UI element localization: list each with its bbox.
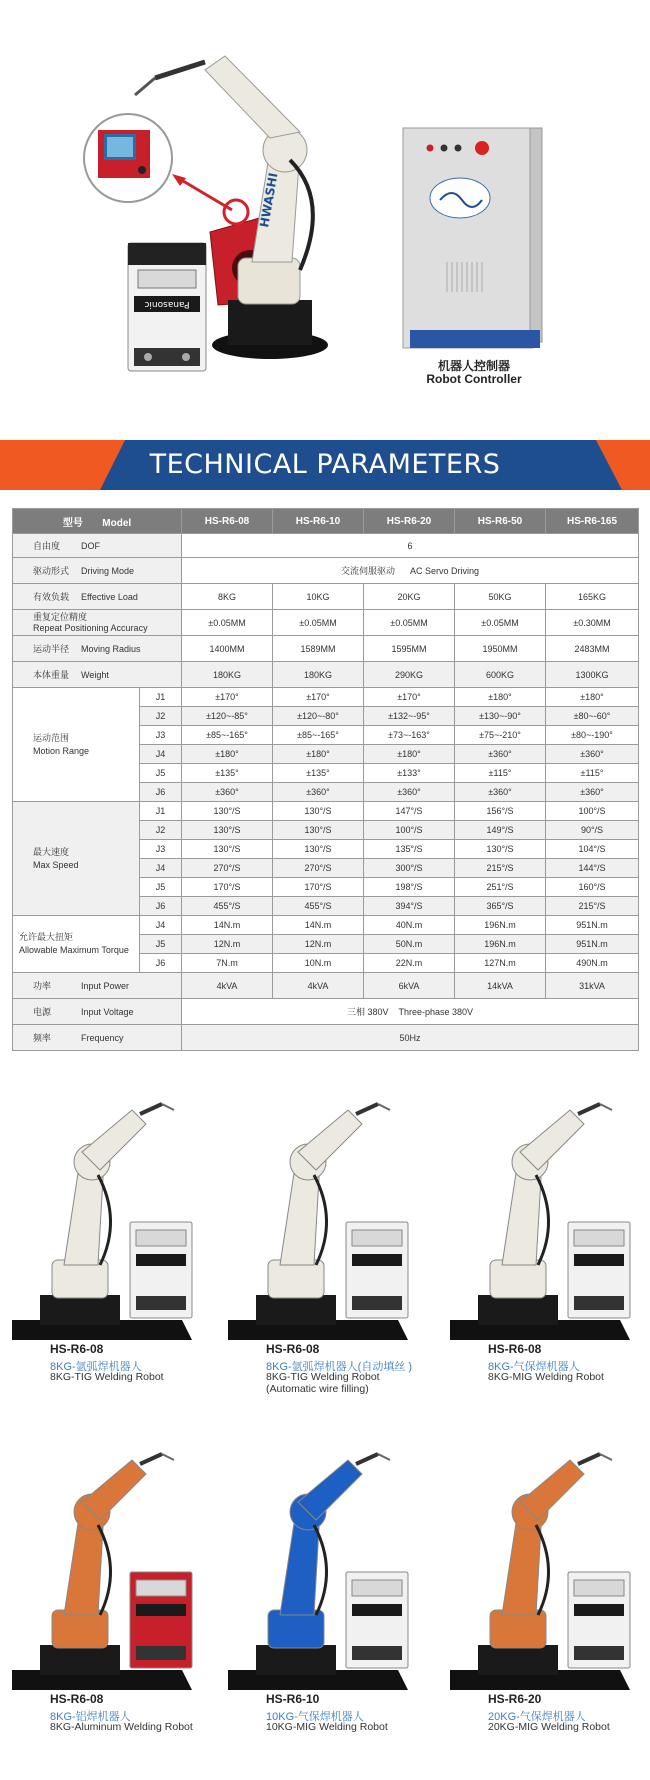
table-cell: 180KG xyxy=(273,662,364,688)
product-name-en-note: (Automatic wire filling) xyxy=(266,1383,369,1395)
table-cell: 455°/S xyxy=(273,897,364,916)
banner-title: TECHNICAL PARAMETERS xyxy=(149,449,501,480)
motion-range-label: 运动范围 Motion Range xyxy=(13,688,140,802)
table-cell: ±170° xyxy=(182,688,273,707)
product-card xyxy=(12,1090,212,1390)
row-label: 运动半径 Moving Radius xyxy=(13,636,182,662)
table-cell: ±85~-165° xyxy=(273,726,364,745)
table-cell: 455°/S xyxy=(182,897,273,916)
dof-value: 6 xyxy=(182,534,639,558)
product-name-en: 8KG-TIG Welding Robot xyxy=(50,1371,164,1383)
technical-parameters-banner xyxy=(0,440,650,490)
table-cell: 600KG xyxy=(455,662,546,688)
table-cell: 1300KG xyxy=(546,662,639,688)
product-model: HS-R6-10 xyxy=(266,1692,320,1706)
product-card xyxy=(450,1440,650,1740)
robot-controller-cabinet-icon xyxy=(403,128,542,348)
table-cell: 130°/S xyxy=(273,840,364,859)
table-row-dof xyxy=(13,534,639,558)
table-row-torque-j4 xyxy=(13,916,639,935)
table-row-driving-mode xyxy=(13,558,639,584)
controller-caption-cn: 机器人控制器 xyxy=(437,359,510,373)
table-cell: ±360° xyxy=(546,783,639,802)
table-cell: 14N.m xyxy=(182,916,273,935)
header-model-2: HS-R6-10 xyxy=(273,509,364,534)
product-card xyxy=(228,1090,428,1395)
table-cell: 300°/S xyxy=(364,859,455,878)
product-model: HS-R6-08 xyxy=(50,1342,104,1356)
joint-label: J6 xyxy=(140,897,182,916)
product-name-cn: 20KG-气保焊机器人 xyxy=(488,1711,586,1723)
joint-label: J6 xyxy=(140,783,182,802)
table-cell: 130°/S xyxy=(182,840,273,859)
table-cell: ±130~-90° xyxy=(455,707,546,726)
row-label: 电源 Input Voltage xyxy=(13,999,182,1025)
product-card xyxy=(12,1440,212,1740)
product-card xyxy=(228,1440,428,1740)
table-cell: 100°/S xyxy=(546,802,639,821)
table-cell: 215°/S xyxy=(455,859,546,878)
row-label: 有效负载 Effective Load xyxy=(13,584,182,610)
joint-label: J1 xyxy=(140,802,182,821)
table-cell: ±75~-210° xyxy=(455,726,546,745)
header-model-3: HS-R6-20 xyxy=(364,509,455,534)
table-cell: ±85~-165° xyxy=(182,726,273,745)
product-name-cn: 8KG-铝焊机器人 xyxy=(50,1711,131,1723)
table-cell: 100°/S xyxy=(364,821,455,840)
table-cell: 394°/S xyxy=(364,897,455,916)
table-cell: ±360° xyxy=(455,745,546,764)
table-cell: 12N.m xyxy=(273,935,364,954)
table-cell: 8KG xyxy=(182,584,273,610)
table-cell: 180KG xyxy=(182,662,273,688)
row-label: 频率 Frequency xyxy=(13,1025,182,1051)
table-cell: ±80~-190° xyxy=(546,726,639,745)
table-cell: 14kVA xyxy=(455,973,546,999)
table-row-frequency xyxy=(13,1025,639,1051)
table-cell: 14N.m xyxy=(273,916,364,935)
table-cell: 4kVA xyxy=(182,973,273,999)
table-cell: 7N.m xyxy=(182,954,273,973)
table-row-input-voltage xyxy=(13,999,639,1025)
table-cell: 951N.m xyxy=(546,916,639,935)
table-cell: ±0.05MM xyxy=(364,610,455,636)
table-cell: 149°/S xyxy=(455,821,546,840)
table-cell: 160°/S xyxy=(546,878,639,897)
table-cell: ±115° xyxy=(546,764,639,783)
technical-parameters-table xyxy=(12,508,639,1051)
table-cell: 90°/S xyxy=(546,821,639,840)
product-model: HS-R6-08 xyxy=(488,1342,542,1356)
table-cell: 270°/S xyxy=(182,859,273,878)
table-cell: ±360° xyxy=(182,783,273,802)
row-label: 驱动形式 Driving Mode xyxy=(13,558,182,584)
joint-label: J2 xyxy=(140,707,182,726)
table-row-moving-radius xyxy=(13,636,639,662)
table-cell: ±180° xyxy=(546,688,639,707)
table-cell: 50N.m xyxy=(364,935,455,954)
table-cell: ±115° xyxy=(455,764,546,783)
table-cell: ±133° xyxy=(364,764,455,783)
table-cell: ±170° xyxy=(364,688,455,707)
table-cell: ±360° xyxy=(546,745,639,764)
joint-label: J5 xyxy=(140,878,182,897)
table-cell: ±73~-163° xyxy=(364,726,455,745)
joint-label: J4 xyxy=(140,745,182,764)
hero-illustration xyxy=(0,0,650,430)
table-cell: ±0.05MM xyxy=(273,610,364,636)
table-cell: 951N.m xyxy=(546,935,639,954)
product-name-cn: 8KG-气保焊机器人 xyxy=(488,1361,580,1373)
table-cell: 104°/S xyxy=(546,840,639,859)
table-cell: 130°/S xyxy=(182,802,273,821)
table-cell: ±135° xyxy=(273,764,364,783)
table-cell: 10KG xyxy=(273,584,364,610)
joint-label: J4 xyxy=(140,859,182,878)
joint-label: J4 xyxy=(140,916,182,935)
product-name-en: 20KG-MIG Welding Robot xyxy=(488,1721,610,1733)
table-cell: 144°/S xyxy=(546,859,639,878)
table-cell: ±132~-95° xyxy=(364,707,455,726)
table-cell: 130°/S xyxy=(182,821,273,840)
product-name-cn: 10KG-气保焊机器人 xyxy=(266,1711,364,1723)
table-cell: ±80~-60° xyxy=(546,707,639,726)
table-cell: 1589MM xyxy=(273,636,364,662)
joint-label: J1 xyxy=(140,688,182,707)
joint-label: J5 xyxy=(140,935,182,954)
table-cell: ±135° xyxy=(182,764,273,783)
welding-robot-icon xyxy=(450,1440,650,1690)
table-cell: 130°/S xyxy=(455,840,546,859)
header-model-1: HS-R6-08 xyxy=(182,509,273,534)
welder-brand-text: Panasonic xyxy=(144,299,190,309)
table-cell: ±360° xyxy=(364,783,455,802)
input-voltage-value: 三相 380V Three-phase 380V xyxy=(182,999,639,1025)
product-model: HS-R6-08 xyxy=(50,1692,104,1706)
table-cell: 6kVA xyxy=(364,973,455,999)
product-name-cn: 8KG-氩弧焊机器人(自动填丝 ) xyxy=(266,1361,413,1373)
table-header-row xyxy=(13,509,639,534)
table-cell: ±0.05MM xyxy=(455,610,546,636)
header-model-4: HS-R6-50 xyxy=(455,509,546,534)
table-row-weight xyxy=(13,662,639,688)
table-cell: 490N.m xyxy=(546,954,639,973)
welding-robot-icon xyxy=(228,1440,428,1690)
table-cell: 196N.m xyxy=(455,935,546,954)
table-row-max-speed-j1 xyxy=(13,802,639,821)
table-cell: ±180° xyxy=(364,745,455,764)
table-row-motion-range-j1 xyxy=(13,688,639,707)
table-row-accuracy xyxy=(13,610,639,636)
table-cell: ±0.30MM xyxy=(546,610,639,636)
table-cell: 40N.m xyxy=(364,916,455,935)
controller-caption-en: Robot Controller xyxy=(426,372,522,386)
table-cell: 130°/S xyxy=(273,802,364,821)
table-cell: 147°/S xyxy=(364,802,455,821)
table-cell: 130°/S xyxy=(273,821,364,840)
welding-robot-icon xyxy=(12,1090,212,1340)
table-cell: ±360° xyxy=(273,783,364,802)
table-cell: 365°/S xyxy=(455,897,546,916)
row-label: 本体重量 Weight xyxy=(13,662,182,688)
welding-robot-icon xyxy=(12,1440,212,1690)
product-name-en: 8KG-Aluminum Welding Robot xyxy=(50,1721,193,1733)
table-cell: 20KG xyxy=(364,584,455,610)
product-card xyxy=(450,1090,650,1390)
welding-robot-icon xyxy=(450,1090,650,1340)
table-cell: 135°/S xyxy=(364,840,455,859)
table-cell: 290KG xyxy=(364,662,455,688)
table-row-effective-load xyxy=(13,584,639,610)
table-cell: ±120~-80° xyxy=(273,707,364,726)
max-speed-label: 最大速度 Max Speed xyxy=(13,802,140,916)
row-label: 重复定位精度 Repeat Positioning Accuracy xyxy=(13,610,182,636)
table-cell: 1950MM xyxy=(455,636,546,662)
joint-label: J2 xyxy=(140,821,182,840)
table-cell: 165KG xyxy=(546,584,639,610)
driving-mode-value: 交流伺服驱动 AC Servo Driving xyxy=(182,558,639,584)
table-cell: 50KG xyxy=(455,584,546,610)
header-model-label: 型号 Model xyxy=(13,509,182,534)
table-cell: 198°/S xyxy=(364,878,455,897)
table-cell: 12N.m xyxy=(182,935,273,954)
product-name-en: 10KG-MIG Welding Robot xyxy=(266,1721,388,1733)
torque-label: 允许最大扭矩 Allowable Maximum Torque xyxy=(13,916,140,973)
table-cell: 127N.m xyxy=(455,954,546,973)
table-cell: 156°/S xyxy=(455,802,546,821)
welding-power-source-icon xyxy=(128,243,206,371)
product-name-cn: 8KG-氩弧焊机器人 xyxy=(50,1361,142,1373)
table-cell: 1400MM xyxy=(182,636,273,662)
table-cell: 4kVA xyxy=(273,973,364,999)
table-row-input-power xyxy=(13,973,639,999)
table-cell: ±360° xyxy=(455,783,546,802)
product-name-en: 8KG-TIG Welding Robot xyxy=(266,1371,380,1383)
table-cell: 270°/S xyxy=(273,859,364,878)
table-cell: 215°/S xyxy=(546,897,639,916)
table-cell: ±170° xyxy=(273,688,364,707)
zoom-detail-icon xyxy=(84,114,248,224)
product-name-en: 8KG-MIG Welding Robot xyxy=(488,1371,604,1383)
table-cell: 1595MM xyxy=(364,636,455,662)
product-model: HS-R6-20 xyxy=(488,1692,542,1706)
table-cell: ±0.05MM xyxy=(182,610,273,636)
table-cell: 2483MM xyxy=(546,636,639,662)
joint-label: J3 xyxy=(140,726,182,745)
frequency-value: 50Hz xyxy=(182,1025,639,1051)
row-label: 功率 Input Power xyxy=(13,973,182,999)
joint-label: J6 xyxy=(140,954,182,973)
table-cell: 170°/S xyxy=(182,878,273,897)
product-model: HS-R6-08 xyxy=(266,1342,320,1356)
row-label: 自由度 DOF xyxy=(13,534,182,558)
table-cell: ±180° xyxy=(455,688,546,707)
welding-robot-icon xyxy=(228,1090,428,1340)
table-cell: ±180° xyxy=(273,745,364,764)
robot-brand-text: HWASHI xyxy=(257,171,281,229)
table-cell: 31kVA xyxy=(546,973,639,999)
table-cell: 10N.m xyxy=(273,954,364,973)
hero-section xyxy=(0,0,650,430)
table-cell: ±120~-85° xyxy=(182,707,273,726)
table-cell: 170°/S xyxy=(273,878,364,897)
joint-label: J3 xyxy=(140,840,182,859)
table-cell: 196N.m xyxy=(455,916,546,935)
table-cell: ±180° xyxy=(182,745,273,764)
joint-label: J5 xyxy=(140,764,182,783)
header-model-5: HS-R6-165 xyxy=(546,509,639,534)
table-cell: 251°/S xyxy=(455,878,546,897)
table-cell: 22N.m xyxy=(364,954,455,973)
